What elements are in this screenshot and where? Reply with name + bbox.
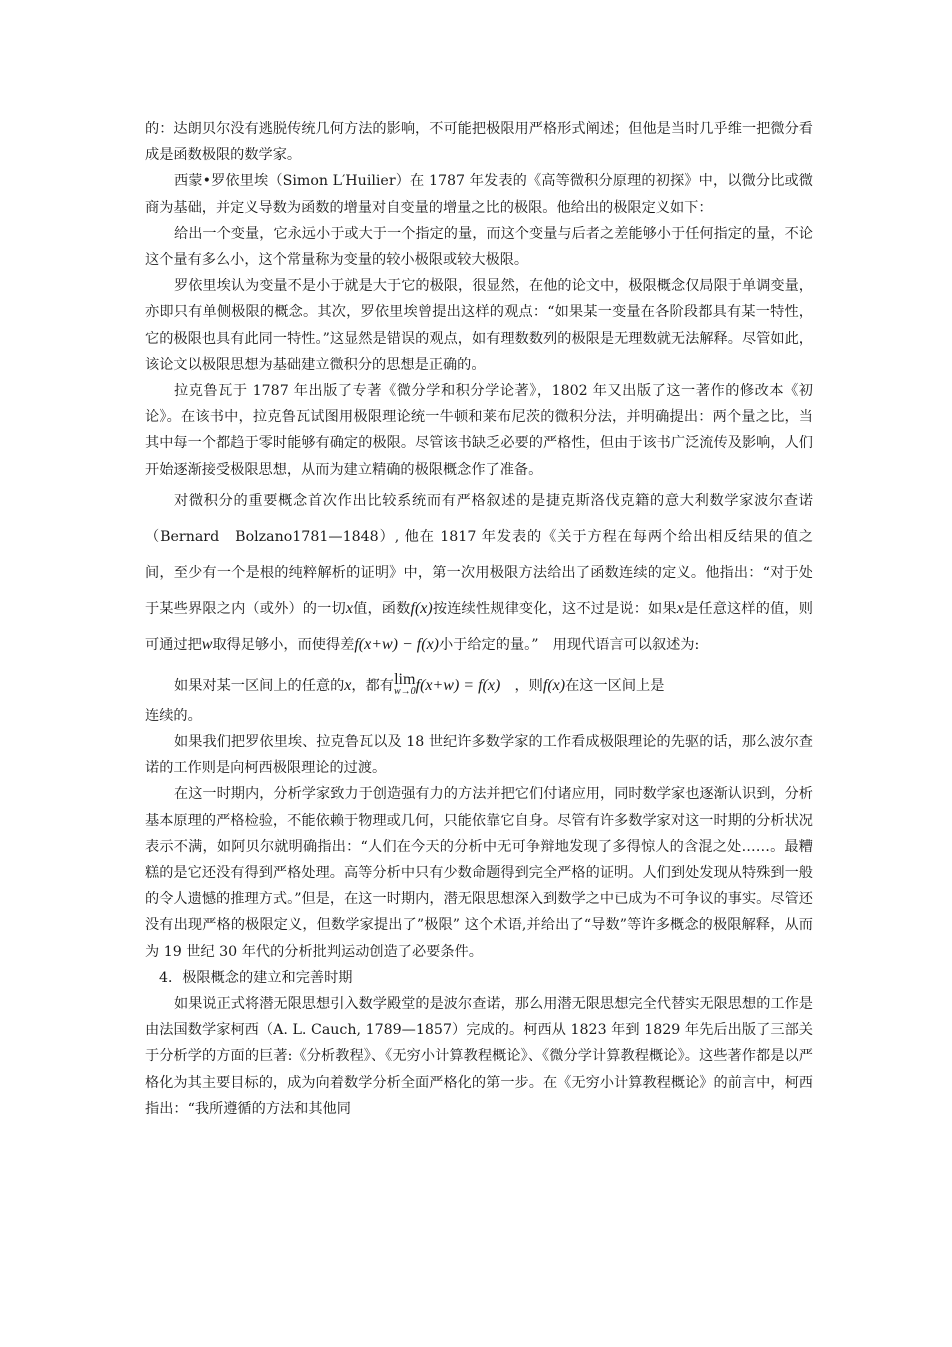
paragraph: 拉克鲁瓦于 1787 年出版了专著《微分学和积分学论著》，1802 年又出版了这一著作的修改本《初论》。在该书中，拉克鲁瓦试图用极限理论统一牛顿和莱布尼茨的微积分法，并明确提出：两个量之比，当其中每一个都趋于零时能够有确定的极限。尽管该书缺乏必要的严格性，但由于该书广泛流传及影响，人们开始逐渐接受极限思想，从而为建立精确的极限概念作了准备。 [145,383,813,478]
paragraph: 的：达朗贝尔没有逃脱传统几何方法的影响，不可能把极限用严格形式阐述；但他是当时几乎维一把微分看成是函数极限的数学家。 [145,121,813,164]
bolzano-paragraph [145,483,813,663]
math-fx: f(x) [410,599,433,617]
math-limit-expression: f(x+w) = f(x) [415,676,501,694]
math-x: x [344,676,352,694]
limit-operator [393,670,416,698]
paragraph: 西蒙•罗依里埃（Simon L′Huilier）在 1787 年发表的《高等微积分原理的初探》中，以微分比或微商为基础，并定义导数为函数的增量对自变量的增量之比的极限。他给出的极限定义如下： [145,173,813,216]
text-run: 如果对某一区间上的任意的 [174,677,345,694]
paragraph: 罗依里埃认为变量不是小于就是大于它的极限，很显然，在他的论文中，极限概念仅局限于单调变量，亦即只有单侧极限的概念。其次，罗依里埃曾提出这样的观点：“如果某一变量在各阶段都具有某一特性，它的极限也具有此同一特性。”这显然是错误的观点，如有理数数列的极限是无理数就无法解释。尽管如此，该论文以极限思想为基础建立微积分的思想是正确的。 [145,278,813,373]
math-difference: f(x+w) − f(x) [354,635,439,653]
paragraph: 如果我们把罗依里埃、拉克鲁瓦以及 18 世纪许多数学家的工作看成极限理论的先驱的话，那么波尔查诺的工作则是向柯西极限理论的过渡。 [145,734,813,777]
paragraph: 给出一个变量，它永远小于或大于一个指定的量，而这个变量与后者之差能够小于任何指定的量，不论这个量有多么小，这个常量称为变量的较小极限或较大极限。 [145,225,813,269]
document-body [145,116,813,1122]
text-run: 是任意这样的值，则可通过把 [145,600,813,653]
text-run: 对微积分的重要概念首次作出比较系统而有严格叙述的是捷克斯洛伐克籍的意大利数学家波尔查诺（Bernard Bolzano1781—1848）, 他在 1817 年发表的《关于方程在每两个给出相反结果的值之间，至少有一个是根的纯粹解析的证明》中，第一次用极限方法给出了函数连续的定义。他指出：“对于处于某些界限之内（或外）的一切 [145,492,813,617]
text-run: ，都有 [351,677,394,694]
paragraph: 如果说正式将潜无限思想引入数学殿堂的是波尔查诺，那么用潜无限思想完全代替实无限思想的工作是由法国数学家柯西（A. L. Cauch, 1789—1857）完成的。柯西从 1823 年到 1829 年先后出版了三部关于分析学的方面的巨著:《分析教程》、《无穷小计算教程概论》、《微分学计算教程概论》。这些著作都是以严格化为其主要目标的，成为向着数学分析全面严格化的第一步。在《无穷小计算教程概论》的前言中，柯西指出：“我所遵循的方法和其他同 [145,996,813,1117]
math-w: w [201,635,213,653]
text-run: 取得足够小，而使得差 [212,636,355,653]
text-run: 值，函数 [352,600,411,617]
limit-statement [145,671,813,701]
text-run: 按连续性规律变化，这不过是说：如果 [432,600,677,617]
text-run: ，则 [500,677,543,694]
paragraph: 在这一时期内，分析学家致力于创造强有力的方法并把它们付诸应用，同时数学家也逐渐认识到，分析基本原理的严格检验，不能依赖于物理或几何，只能依靠它自身。尽管有许多数学家对这一时期的分析状况表示不满，如阿贝尔就明确指出：“人们在今天的分析中无可争辩地发现了多得惊人的含混之处……。最糟糕的是它还没有得到严格处理。高等分析中只有少数命题得到完全严格的证明。人们到处发现从特殊到一般的令人遗憾的推理方式。”但是，在这一时期内，潜无限思想深入到数学之中已成为不可争议的事实。尽管还没有出现严格的极限定义，但数学家提出了”极限” 这个术语,并给出了“导数”等许多概念的极限解释，从而为 19 世纪 30 年代的分析批判运动创造了必要条件。 [145,786,813,960]
math-fx: f(x) [542,676,566,694]
lim-subscript: w→0 [393,685,416,697]
paragraph: 连续的。 [145,707,202,724]
text-run: 小于给定的量。” 用现代语言可以叙述为: [439,636,700,653]
math-x: x [345,599,353,617]
math-x: x [676,599,684,617]
section-heading: 4．极限概念的建立和完善时期 [159,969,353,986]
text-run: 在这一区间上是 [565,677,665,694]
lim-label: lim [394,670,416,688]
